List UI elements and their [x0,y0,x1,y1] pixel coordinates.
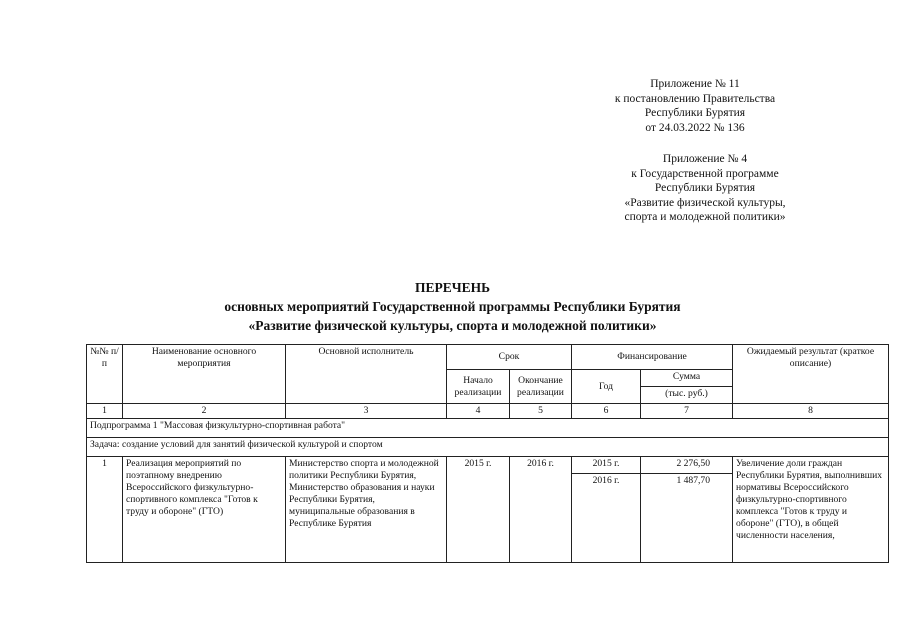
header-sum: Сумма [641,370,733,387]
col-number: 4 [447,404,510,419]
row-end: 2016 г. [510,457,572,563]
row-result: Увеличение доли граждан Республики Бурятия, выполнивших нормативы Всероссийского физкультурно-спортивного комплекса "Готов к труду и обороне" (ГТО), в общей численности населения, [733,457,889,563]
document-subtitle: основных мероприятий Государственной программы Республики Бурятия [224,299,681,314]
header-end: Окончание реализации [510,370,572,404]
col-number: 1 [87,404,123,419]
row-start: 2015 г. [447,457,510,563]
document-title: ПЕРЕЧЕНЬ [414,280,491,295]
col-number: 2 [123,404,286,419]
col-number: 5 [510,404,572,419]
col-number: 7 [641,404,733,419]
appendix-11-line3: Республики Бурятия [644,107,746,119]
appendix-11-line2: к постановлению Правительства [614,92,776,105]
header-year: Год [572,370,641,404]
row-executor: Министерство спорта и молодежной политики Республики Бурятия, Министерство образования и науки Республики Бурятия, муниципальные образования в Республике Бурятия [286,457,447,563]
task-row: Задача: создание условий для занятий физической культурой и спортом [87,438,889,457]
col-number: 3 [286,404,447,419]
appendix-4-line2: к Государственной программе [631,167,779,180]
column-numbers-row [87,404,889,419]
header-name: Наименование основного мероприятия [123,345,286,404]
header-financing: Финансирование [572,345,733,370]
row-measure-name: Реализация мероприятий по поэтапному внедрению Всероссийского физкультурно-спортивного комплекса "Готов к труду и обороне" (ГТО) [123,457,286,563]
subprogram-row: Подпрограмма 1 "Массовая физкультурно-спортивная работа" [87,419,889,438]
row-sum: 2 276,50 [641,457,733,474]
appendix-4-line5: спорта и молодежной политики» [624,211,786,223]
appendix-4-line1: Приложение № 4 [662,153,748,165]
appendix-4-line3: Республики Бурятия [654,182,756,194]
col-number: 6 [572,404,641,419]
program-name: «Развитие физической культуры, спорта и молодежной политики» [248,318,657,333]
header-num: №№ п/п [87,345,123,404]
row-year: 2015 г. [572,457,641,474]
appendix-11-block [600,77,790,135]
row-year: 2016 г. [572,474,641,563]
header-sum-unit: (тыс. руб.) [641,387,733,404]
header-executor: Основной исполнитель [286,345,447,404]
appendix-4-block [600,152,810,225]
row-num: 1 [87,457,123,563]
header-term: Срок [447,345,572,370]
header-result: Ожидаемый результат (краткое описание) [733,345,889,404]
row-sum: 1 487,70 [641,474,733,563]
col-number: 8 [733,404,889,419]
header-start: Начало реализации [447,370,510,404]
table-row [87,457,889,474]
appendix-4-line4: «Развитие физической культуры, [624,196,786,209]
appendix-11-line1: Приложение № 11 [650,78,740,90]
measures-table [86,344,889,563]
appendix-11-line4: от 24.03.2022 № 136 [645,121,745,134]
